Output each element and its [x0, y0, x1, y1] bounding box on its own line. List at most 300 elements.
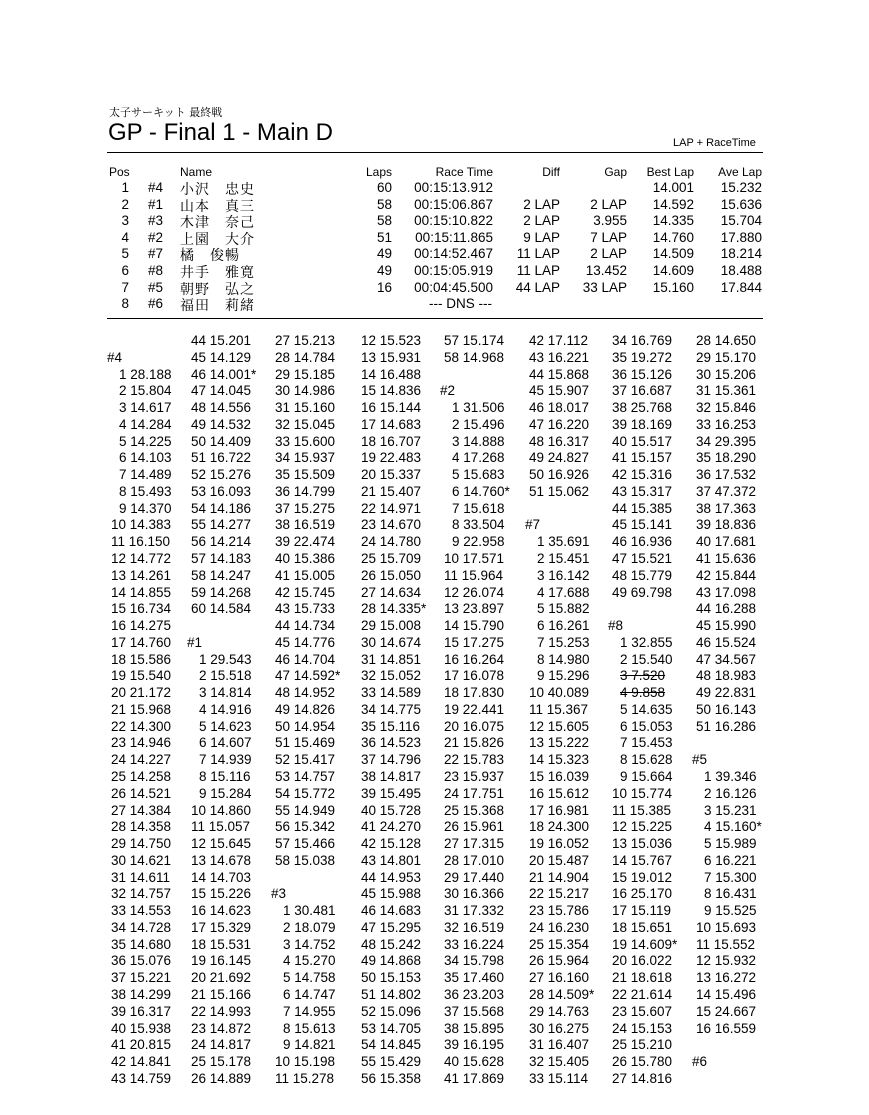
lap-time: 58 15.038 [275, 852, 336, 868]
lap-time: 35 14.680 [111, 936, 172, 952]
lap-time: 50 15.153 [361, 970, 422, 986]
lap-time: 20 16.075 [444, 718, 505, 734]
lap-time: 21 14.904 [529, 869, 590, 885]
lap-time: 26 14.521 [111, 785, 172, 801]
lap-time: 30 14.621 [111, 852, 172, 868]
lap-time: 52 15.276 [191, 467, 252, 483]
lap-time: 22 15.217 [529, 886, 590, 902]
lap-time: 24 16.230 [529, 919, 590, 935]
lap-time: 50 16.926 [529, 467, 590, 483]
lap-time: 21 15.166 [191, 987, 252, 1003]
lap-time: 20 21.172 [111, 685, 172, 701]
lap-time: 25 15.709 [361, 551, 422, 566]
lap-time: 34 15.937 [275, 450, 336, 466]
lap-time: 54 14.845 [361, 1037, 422, 1053]
lap-time: 29 17.440 [444, 869, 505, 885]
lap-time: 41 15.157 [612, 450, 673, 466]
lap-time: 4 15.270 [283, 953, 336, 969]
lap-time: 42 15.128 [361, 836, 422, 852]
results-divider [107, 318, 763, 319]
lap-time: 28 14.509* [529, 987, 595, 1003]
lap-time: 60 14.584 [191, 601, 252, 617]
lap-time: 18 17.830 [444, 685, 505, 701]
lap-time: 22 15.783 [444, 752, 505, 768]
lap-time: 5 14.225 [119, 433, 172, 449]
header-ave-lap: Ave Lap [718, 165, 762, 179]
lap-time: 7 15.618 [452, 500, 505, 516]
lap-time: 27 17.315 [444, 836, 505, 852]
lap-time: 36 14.799 [275, 483, 336, 499]
lap-time: 40 17.681 [696, 534, 757, 550]
lap-time: 4 14.284 [119, 416, 172, 432]
lap-time: 6 14.103 [119, 450, 172, 466]
lap-time: 37 47.372 [696, 483, 757, 499]
lap-time: 40 15.517 [612, 433, 673, 449]
lap-time: 36 17.532 [696, 467, 757, 483]
lap-time: 30 16.275 [529, 1020, 590, 1036]
lap-time: 17 16.981 [529, 802, 590, 818]
cell-race-time: 00:14:52.467 [414, 246, 493, 262]
lap-time: 37 14.796 [361, 752, 422, 768]
lap-time: 8 14.980 [537, 651, 590, 667]
lap-time: 49 69.798 [612, 584, 673, 600]
lap-time: 26 15.780 [612, 1054, 673, 1070]
lap-time: 41 20.815 [111, 1037, 172, 1053]
lap-time: 40 15.938 [111, 1020, 172, 1036]
lap-time: 14 15.496 [696, 987, 757, 1003]
cell-car: #3 [148, 213, 164, 229]
lap-time: 31 15.361 [696, 383, 757, 399]
lap-time: 48 15.779 [612, 567, 673, 583]
lap-time: 8 33.504 [452, 517, 505, 533]
cell-diff: 11 LAP [516, 263, 560, 278]
lap-time: 29 14.750 [111, 836, 172, 852]
page-title: GP - Final 1 - Main D [108, 119, 333, 146]
cell-best-lap: 14.609 [652, 263, 694, 278]
lap-time: 20 16.022 [612, 953, 673, 969]
lap-time: 53 14.757 [275, 769, 336, 785]
lap-time: 9 15.664 [620, 769, 673, 785]
lap-time: 14 14.703 [191, 869, 252, 885]
lap-time: 31 14.611 [111, 869, 171, 885]
lap-time: 49 14.826 [275, 701, 336, 717]
lap-time: 28 17.010 [444, 852, 505, 868]
lap-time: 14 15.790 [444, 618, 505, 634]
lap-time: 54 14.186 [191, 500, 252, 516]
lap-time: 19 16.052 [529, 836, 590, 852]
lap-time: 31 16.407 [529, 1037, 590, 1053]
lap-time: 45 15.990 [696, 618, 757, 634]
lap-time: 17 14.683 [361, 416, 422, 432]
cell-best-lap: 14.760 [652, 229, 694, 245]
cell-gap: 7 LAP [590, 229, 627, 245]
lap-time: 24 15.153 [612, 1020, 673, 1036]
lap-time: 47 16.220 [529, 416, 590, 432]
cell-laps: 58 [376, 213, 392, 229]
lap-time: 4 17.688 [537, 584, 590, 600]
cell-ave-lap: 18.488 [720, 263, 762, 278]
lap-time: 51 16.286 [696, 718, 757, 734]
lap-time: 26 15.050 [361, 567, 422, 583]
lap-time: 13 14.261 [111, 567, 172, 583]
lap-time: 24 14.817 [191, 1037, 252, 1053]
lap-time: 39 16.317 [111, 1003, 172, 1019]
lap-time: 40 15.728 [361, 802, 422, 818]
lap-time: 37 16.687 [612, 383, 673, 399]
cell-ave-lap: 15.704 [720, 213, 762, 229]
lap-time: 46 14.704 [275, 651, 336, 667]
cell-ave-lap: 15.636 [720, 196, 762, 212]
lap-time: 11 15.385 [612, 802, 672, 818]
lap-time: 49 24.827 [529, 450, 590, 466]
lap-time: 13 23.897 [444, 601, 505, 617]
lap-time: 33 14.589 [361, 685, 422, 701]
lap-time: 11 15.552 [696, 936, 756, 952]
lap-time: 5 14.635 [620, 701, 673, 717]
lap-time: 32 15.846 [696, 400, 757, 416]
cell-pos: 6 [121, 263, 129, 278]
lap-time: 5 14.623 [199, 718, 252, 734]
lap-time: 56 15.342 [275, 819, 336, 835]
lap-time: 47 15.521 [612, 551, 673, 566]
lap-time: 22 14.993 [191, 1003, 252, 1019]
header-best-lap: Best Lap [646, 165, 694, 179]
lap-time: 38 17.363 [696, 500, 757, 516]
lap-time: 42 15.745 [275, 584, 336, 600]
cell-diff: 11 LAP [516, 246, 560, 262]
lap-time: 8 15.493 [119, 483, 172, 499]
cell-ave-lap: 17.880 [720, 229, 762, 245]
lap-time: 25 15.368 [444, 802, 505, 818]
lap-time: 14 15.767 [612, 852, 673, 868]
lap-time: 14 16.488 [361, 366, 422, 382]
lap-time: 33 16.253 [696, 416, 757, 432]
lap-time: 9 22.958 [452, 534, 505, 550]
lap-time: 13 14.678 [191, 852, 252, 868]
lap-time: 31 14.851 [361, 651, 422, 667]
lap-time: 44 15.868 [529, 366, 590, 382]
cell-laps: 49 [376, 263, 392, 278]
lap-time: 22 21.614 [612, 987, 673, 1003]
lap-time: 12 15.645 [191, 836, 252, 852]
cell-laps: 49 [376, 246, 392, 262]
lap-time: 7 14.955 [283, 1003, 336, 1019]
lap-time: 24 17.751 [444, 785, 505, 801]
lap-time: 45 15.988 [361, 886, 422, 902]
lap-time: 3 15.231 [704, 802, 757, 818]
lap-time: 15 14.836 [361, 383, 422, 399]
cell-diff: 9 LAP [523, 229, 560, 245]
lap-time: 38 14.817 [361, 769, 422, 785]
lap-time: 26 15.961 [444, 819, 505, 835]
lap-time: 18 15.651 [612, 919, 673, 935]
lap-time: 23 15.937 [444, 769, 505, 785]
lap-time: 42 15.316 [612, 467, 673, 483]
lap-time: 29 15.008 [361, 618, 422, 634]
cell-race-time: --- DNS --- [429, 296, 492, 312]
lap-time: 47 14.592* [275, 668, 341, 684]
lap-time: 14 15.323 [529, 752, 590, 768]
lap-time: 23 14.872 [191, 1020, 252, 1036]
lap-time: 34 14.728 [111, 919, 172, 935]
lap-time: 12 15.523 [361, 333, 422, 348]
lap-time: 37 15.275 [275, 500, 336, 516]
lap-time: 43 14.801 [361, 852, 422, 868]
lap-time: 44 14.734 [275, 618, 336, 634]
cell-pos: 4 [121, 229, 129, 245]
lap-time: 33 16.224 [444, 936, 505, 952]
lap-time: 29 15.185 [275, 366, 336, 382]
lap-time: 5 15.683 [452, 467, 505, 483]
lap-time: 58 14.247 [191, 567, 252, 583]
lap-time: 45 15.907 [529, 383, 590, 399]
venue-title: 太子サーキット 最終戦 [109, 106, 223, 119]
driver-lap-header: #7 [525, 517, 541, 533]
lap-time: 43 15.317 [612, 483, 673, 499]
lap-time: 15 17.275 [444, 634, 505, 650]
lap-time: 1 28.188 [119, 366, 172, 382]
lap-time: 1 35.691 [537, 534, 590, 550]
lap-time: 15 19.012 [612, 869, 673, 885]
cell-pos: 8 [121, 296, 129, 312]
lap-time: 36 23.203 [444, 987, 505, 1003]
lap-time: 39 18.836 [696, 517, 757, 533]
lap-time: 1 39.346 [704, 769, 757, 785]
cell-pos: 1 [121, 180, 129, 195]
lap-time: 30 14.986 [275, 383, 336, 399]
lap-time: 57 15.466 [275, 836, 336, 852]
lap-time: 8 16.431 [704, 886, 757, 902]
lap-time: 7 14.939 [199, 752, 252, 768]
lap-time: 10 17.571 [444, 551, 505, 566]
lap-time: 2 16.126 [704, 785, 757, 801]
lap-time: 1 31.506 [452, 400, 505, 416]
lap-time: 32 16.519 [444, 919, 505, 935]
cell-race-time: 00:15:05.919 [414, 263, 493, 278]
lap-time: 36 15.126 [612, 366, 673, 382]
lap-time: 49 22.831 [696, 685, 757, 701]
lap-time: 47 15.295 [361, 919, 422, 935]
lap-time: 34 15.798 [444, 953, 505, 969]
lap-time: 18 24.300 [529, 819, 590, 835]
lap-time: 38 25.768 [612, 400, 673, 416]
lap-time: 42 14.841 [111, 1054, 172, 1070]
header-race-time: Race Time [435, 165, 493, 179]
lap-time: 26 15.964 [529, 953, 590, 969]
lap-time: 7 15.253 [537, 634, 590, 650]
header-pos: Pos [109, 165, 130, 179]
driver-lap-header: #4 [107, 349, 123, 365]
lap-time: 17 15.329 [191, 919, 252, 935]
report-mode-label: LAP + RaceTime [673, 137, 756, 149]
cell-diff: 44 LAP [515, 279, 560, 295]
cell-gap: 2 LAP [590, 196, 627, 212]
lap-time: 4 17.268 [452, 450, 505, 466]
lap-time: 47 34.567 [696, 651, 757, 667]
lap-time: 34 14.775 [361, 701, 422, 717]
lap-time: 35 18.290 [696, 450, 757, 466]
cell-laps: 16 [376, 279, 392, 295]
lap-time: 10 14.860 [191, 802, 252, 818]
lap-time: 18 15.586 [111, 651, 172, 667]
header-laps: Laps [365, 165, 392, 179]
cell-car: #5 [148, 279, 164, 295]
lap-time: 30 15.206 [696, 366, 757, 382]
cell-gap: 2 LAP [590, 246, 627, 262]
cell-car: #7 [148, 246, 164, 262]
header-diff: Diff [542, 165, 560, 179]
lap-time: 10 15.774 [612, 785, 673, 801]
lap-time: 41 17.869 [444, 1070, 505, 1086]
driver-lap-header: #2 [440, 383, 456, 399]
lap-time: 11 15.278 [275, 1070, 335, 1086]
lap-time: 9 15.284 [199, 785, 252, 801]
cell-name: 朝野 弘之 [180, 281, 255, 298]
lap-time: 21 15.968 [111, 701, 172, 717]
lap-time: 38 14.299 [111, 987, 172, 1003]
lap-time: 50 14.954 [275, 718, 336, 734]
lap-time: 36 15.076 [111, 953, 172, 969]
lap-time: 38 16.519 [275, 517, 336, 533]
lap-time: 5 15.882 [537, 601, 590, 617]
lap-time: 53 16.093 [191, 483, 252, 499]
lap-time: 18 15.531 [191, 936, 252, 952]
lap-time: 5 14.758 [283, 970, 336, 986]
lap-time: 56 15.358 [361, 1070, 422, 1086]
lap-time: 12 15.225 [612, 819, 673, 835]
lap-time: 49 14.868 [361, 953, 422, 969]
lap-time: 32 15.045 [275, 416, 336, 432]
lap-time: 48 14.952 [275, 685, 336, 701]
lap-time: 17 15.119 [612, 903, 672, 919]
driver-lap-header: #5 [692, 752, 708, 768]
lap-time: 17 14.760 [111, 634, 172, 650]
cell-car: #8 [148, 263, 164, 278]
driver-lap-header: #3 [271, 886, 287, 902]
lap-time: 52 15.096 [361, 1003, 422, 1019]
lap-time: 36 14.523 [361, 735, 422, 751]
lap-time: 19 14.609* [612, 936, 678, 952]
lap-time: 27 16.160 [529, 970, 590, 986]
cell-race-time: 00:15:13.912 [414, 180, 493, 195]
lap-time: 34 29.395 [696, 433, 757, 449]
lap-time: 42 15.844 [696, 567, 757, 583]
lap-time: 27 14.384 [111, 802, 172, 818]
lap-time: 12 15.605 [529, 718, 590, 734]
lap-time: 13 15.036 [612, 836, 673, 852]
lap-time: 8 15.116 [199, 769, 251, 785]
lap-time: 45 15.141 [612, 517, 673, 533]
cell-name: 上園 大介 [180, 231, 255, 248]
lap-time: 4 14.916 [199, 701, 252, 717]
lap-time: 5 15.989 [704, 836, 757, 852]
lap-time: 12 14.772 [111, 551, 172, 566]
lap-time: 43 15.733 [275, 601, 336, 617]
cell-best-lap: 15.160 [652, 279, 694, 295]
lap-time: 51 16.722 [191, 450, 252, 466]
lap-time: 58 14.968 [444, 349, 505, 365]
lap-time: 51 15.469 [275, 735, 336, 751]
lap-time: 25 15.354 [529, 936, 590, 952]
lap-time: 19 16.145 [191, 953, 252, 969]
lap-time: 48 15.242 [361, 936, 422, 952]
lap-time: 37 15.568 [444, 1003, 505, 1019]
lap-time: 9 15.525 [704, 903, 757, 919]
cell-pos: 2 [121, 196, 129, 212]
lap-time: 10 40.089 [529, 685, 590, 701]
lap-time: 43 16.221 [529, 349, 590, 365]
lap-time: 2 15.540 [620, 651, 673, 667]
cell-diff: 2 LAP [523, 196, 560, 212]
cell-ave-lap: 15.232 [720, 180, 762, 195]
lap-time: 15 24.667 [696, 1003, 757, 1019]
cell-gap: 13.452 [585, 263, 627, 278]
lap-time: 44 15.385 [612, 500, 673, 516]
driver-lap-header: #8 [608, 618, 624, 634]
lap-time: 29 14.763 [529, 1003, 590, 1019]
lap-time: 33 15.114 [529, 1070, 589, 1086]
cell-best-lap: 14.001 [652, 180, 694, 195]
lap-time: 11 15.367 [529, 701, 589, 717]
lap-time: 35 17.460 [444, 970, 505, 986]
lap-time: 24 14.780 [361, 534, 422, 550]
cell-name: 小沢 忠史 [180, 182, 255, 198]
lap-time: 15 15.226 [191, 886, 252, 902]
cell-gap: 3.955 [593, 213, 627, 229]
lap-time: 31 15.160 [275, 400, 336, 416]
lap-time: 17 16.078 [444, 668, 505, 684]
lap-time: 39 16.195 [444, 1037, 505, 1053]
cell-laps: 51 [376, 229, 392, 245]
lap-time: 27 14.634 [361, 584, 422, 600]
lap-time: 10 15.693 [696, 919, 757, 935]
lap-time: 25 14.258 [111, 769, 172, 785]
lap-time: 45 14.776 [275, 634, 336, 650]
lap-time: 35 15.509 [275, 467, 336, 483]
lap-time: 2 15.518 [199, 668, 252, 684]
lap-time: 48 16.317 [529, 433, 590, 449]
cell-name: 橘 俊暢 [180, 248, 240, 265]
lap-time: 20 21.692 [191, 970, 252, 986]
lap-time: 21 18.618 [612, 970, 673, 986]
lap-time: 20 15.337 [361, 467, 422, 483]
header-gap: Gap [604, 165, 627, 179]
lap-time: 11 15.057 [191, 819, 251, 835]
lap-time: 6 15.053 [620, 718, 673, 734]
lap-time: 42 17.112 [529, 333, 589, 348]
lap-time: 23 15.607 [612, 1003, 673, 1019]
lap-time: 10 15.198 [275, 1054, 336, 1070]
lap-time: 43 14.759 [111, 1070, 172, 1086]
lap-time: 37 15.221 [111, 970, 172, 986]
lap-time: 55 14.949 [275, 802, 336, 818]
lap-time: 1 32.855 [620, 634, 673, 650]
lap-time: 28 14.784 [275, 349, 336, 365]
lap-time: 6 14.607 [199, 735, 252, 751]
lap-time: 38 15.895 [444, 1020, 505, 1036]
lap-time: 16 14.623 [191, 903, 252, 919]
lap-time: 16 25.170 [612, 886, 673, 902]
lap-time: 32 15.405 [529, 1054, 590, 1070]
cell-car: #4 [148, 180, 164, 195]
lap-time: 40 15.628 [444, 1054, 505, 1070]
cell-ave-lap: 17.844 [720, 279, 762, 295]
cell-pos: 7 [121, 279, 129, 295]
lap-time: 29 15.170 [696, 349, 757, 365]
lap-time: 12 15.932 [696, 953, 757, 969]
lap-time: 21 15.826 [444, 735, 505, 751]
lap-time: 11 16.150 [111, 534, 171, 550]
